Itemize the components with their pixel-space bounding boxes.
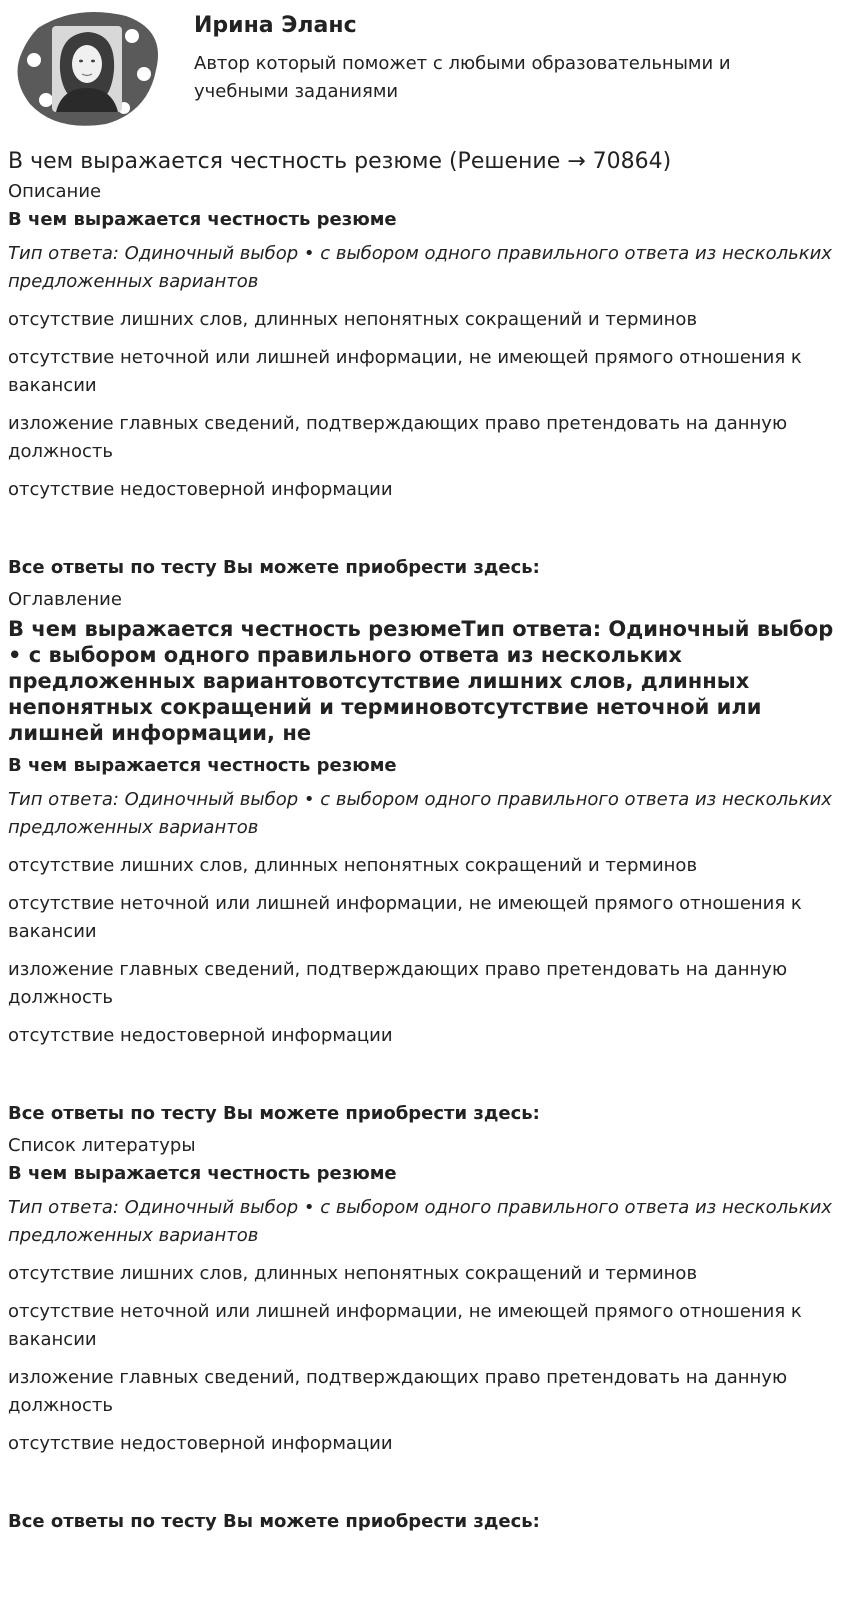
answer-option-2: отсутствие неточной или лишней информации, не имеющей прямого отношения к вакансии	[8, 347, 802, 396]
answer-option-2: отсутствие неточной или лишней информации, не имеющей прямого отношения к вакансии	[8, 893, 802, 942]
question-text: В чем выражается честность резюме	[8, 755, 397, 776]
answer-option-4: отсутствие недостоверной информации	[8, 1025, 393, 1046]
author-description: Автор который поможет с любыми образовательными и учебными заданиями	[194, 53, 731, 102]
answer-option-3: изложение главных сведений, подтверждающих право претендовать на данную должность	[8, 1367, 788, 1416]
answer-option-1: отсутствие лишних слов, длинных непонятных сокращений и терминов	[8, 855, 698, 876]
answer-option-1: отсутствие лишних слов, длинных непонятных сокращений и терминов	[8, 309, 698, 330]
page-title: В чем выражается честность резюме (Решение → 70864)	[8, 149, 672, 174]
question-text: В чем выражается честность резюме	[8, 1163, 397, 1184]
answer-type: Тип ответа: Одиночный выбор • с выбором одного правильного ответа из нескольких предложенных вариантов	[8, 243, 832, 292]
author-avatar	[16, 8, 160, 128]
buy-answers-text: Все ответы по тесту Вы можете приобрести здесь:	[8, 1511, 540, 1532]
answer-option-2: отсутствие неточной или лишней информации, не имеющей прямого отношения к вакансии	[8, 1301, 802, 1350]
author-name[interactable]: Ирина Эланс	[194, 13, 357, 38]
author-block	[8, 0, 839, 132]
answer-type: Тип ответа: Одиночный выбор • с выбором одного правильного ответа из нескольких предложенных вариантов	[8, 1197, 832, 1246]
buy-answers-text: Все ответы по тесту Вы можете приобрести здесь:	[8, 1103, 540, 1124]
answer-option-3: изложение главных сведений, подтверждающих право претендовать на данную должность	[8, 959, 788, 1008]
section-label-toc: Оглавление	[8, 589, 122, 610]
answer-option-4: отсутствие недостоверной информации	[8, 1433, 393, 1454]
answer-option-3: изложение главных сведений, подтверждающих право претендовать на данную должность	[8, 413, 788, 462]
toc-heading: В чем выражается честность резюмеТип ответа: Одиночный выбор • с выбором одного правильного ответа из нескольких предложенных вариантовотсутствие лишних слов, длинных непонятных сокращений и терминовотсутствие неточной или лишней информации, не	[8, 617, 834, 745]
answer-option-4: отсутствие недостоверной информации	[8, 479, 393, 500]
section-label-description: Описание	[8, 181, 102, 202]
question-text: В чем выражается честность резюме	[8, 209, 397, 230]
section-label-bibliography: Список литературы	[8, 1135, 196, 1156]
buy-answers-text: Все ответы по тесту Вы можете приобрести здесь:	[8, 557, 540, 578]
answer-option-1: отсутствие лишних слов, длинных непонятных сокращений и терминов	[8, 1263, 698, 1284]
answer-type: Тип ответа: Одиночный выбор • с выбором одного правильного ответа из нескольких предложенных вариантов	[8, 789, 832, 838]
